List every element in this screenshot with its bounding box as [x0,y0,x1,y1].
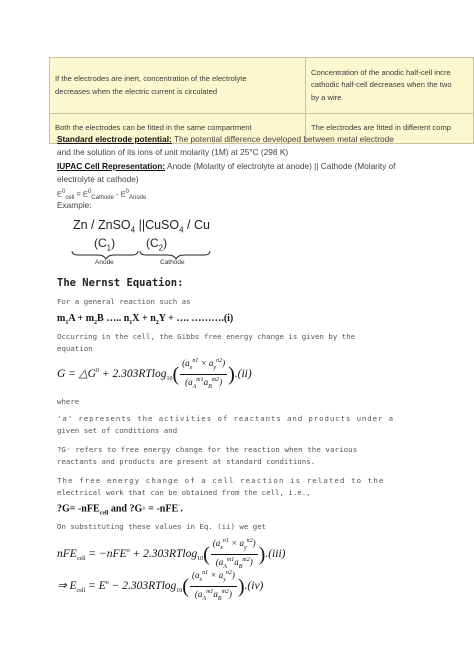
cell-diagram [68,218,218,270]
cathode-label: Cathode [160,259,185,266]
gibbs-emf-relation: ?G= -nFE$_{cell}$ and ?G◦ = -nFE◦. [57,503,183,517]
free-energy-work-text: The free energy change of a cell reaction is related to the [57,476,385,485]
gibbs-text-line2: equation [57,344,93,353]
gibbs-text: Occurring in the cell, the Gibbs free energy change is given by the [57,332,356,341]
table-cell: The electrodes are fitted in different comp [306,114,474,144]
table-cell: Both the electrodes can be fitted in the same compartment [50,114,306,144]
substituting-text: On substituting these values in Eq. (ii) we get [57,522,267,531]
activity-ratio: $\frac{(a_x^{n1} \times a_y^{n2})}{(a_A^{m1}a_B^{m2})}$ [191,570,235,602]
equation-ii: $G = \triangle G^0 + 2.303RTlog_{10}$( $\frac{(a_x^{n1} \times a_y^{n2})}{(a_A^{m1}a_B^{m2})}$ ).(ii) [57,356,252,393]
where-text: where [57,397,80,406]
general-reaction-text: For a general reaction such as [57,297,191,306]
concentration-c2: $(C_2)$ [146,236,168,253]
standard-electrode-potential-para: Standard electrode potential: The potential difference developed between metal electrode [57,134,394,144]
iupac-line2: electrolyte at cathode) [57,174,139,184]
activities-text: 'a' represents the activities of reactants and products under a [57,414,395,423]
iupac-para: IUPAC Cell Representation: Anode (Molarity of electrolyte at anode) || Cathode (Molarity of [57,161,396,171]
example-label: Example: [57,200,92,210]
general-reaction-equation: $m_1A + m_2B$ ….. $n_1X + n_2Y$ + …. ……….(i) [57,313,234,326]
activities-text-line2: given set of conditions and [57,426,178,435]
standard-free-energy-text-line2: reactants and products are present at standard conditions. [57,457,316,466]
ecell-formula: $E^0_{cell} = E^0_{Cathode} - E^0_{Anode}$ [57,189,147,201]
table-cell: If the electrodes are inert, concentration of the electrolyte decreases when the electric current is circulated [50,58,306,114]
concentration-c1: $(C_1)$ [94,236,116,253]
activity-ratio: $\frac{(a_x^{n1} \times a_y^{n2})}{(a_A^{m1}a_B^{m2})}$ [182,358,226,390]
cell-formula: Zn / ZnSO$_4$ ||CuSO$_4$ / Cu [73,218,210,235]
standard-electrode-potential-line2: and the solution of its ions of unit molarity (1M) at 25°C (298 K) [57,147,289,157]
table-cell: Concentration of the anodic half-cell incre cathodic half-cell decreases when the two by a wire [306,58,474,114]
activity-ratio: $\frac{(a_x^{n1} \times a_y^{n2})}{(a_A^{m1}a_B^{m2})}$ [212,538,256,570]
table-row [50,58,474,114]
equation-iii: nFE$_{cell}$ = −nFE$^o$ + 2.303RTlog$_{10}$( $\frac{(a_x^{n1} \times a_y^{n2})}{(a_A^{m1}a_B^{m2})}$ ).(iii) [57,536,285,573]
equation-iv: ⇒ $E_{cell} = E^o - 2.303RTlog_{10}$( $\frac{(a_x^{n1} \times a_y^{n2})}{(a_A^{m1}a_B^{m2})}$ ).(iv) [57,568,263,605]
free-energy-work-text-line2: electrical work that can be obtained from the cell, i.e., [57,488,311,497]
cell-braces [68,250,218,260]
anode-label: Anode [95,259,114,266]
nernst-heading: The Nernst Equation: [57,277,184,289]
comparison-table [49,57,474,144]
standard-free-energy-text: ?G◦ refers to free energy change for the reaction when the various [57,445,358,454]
